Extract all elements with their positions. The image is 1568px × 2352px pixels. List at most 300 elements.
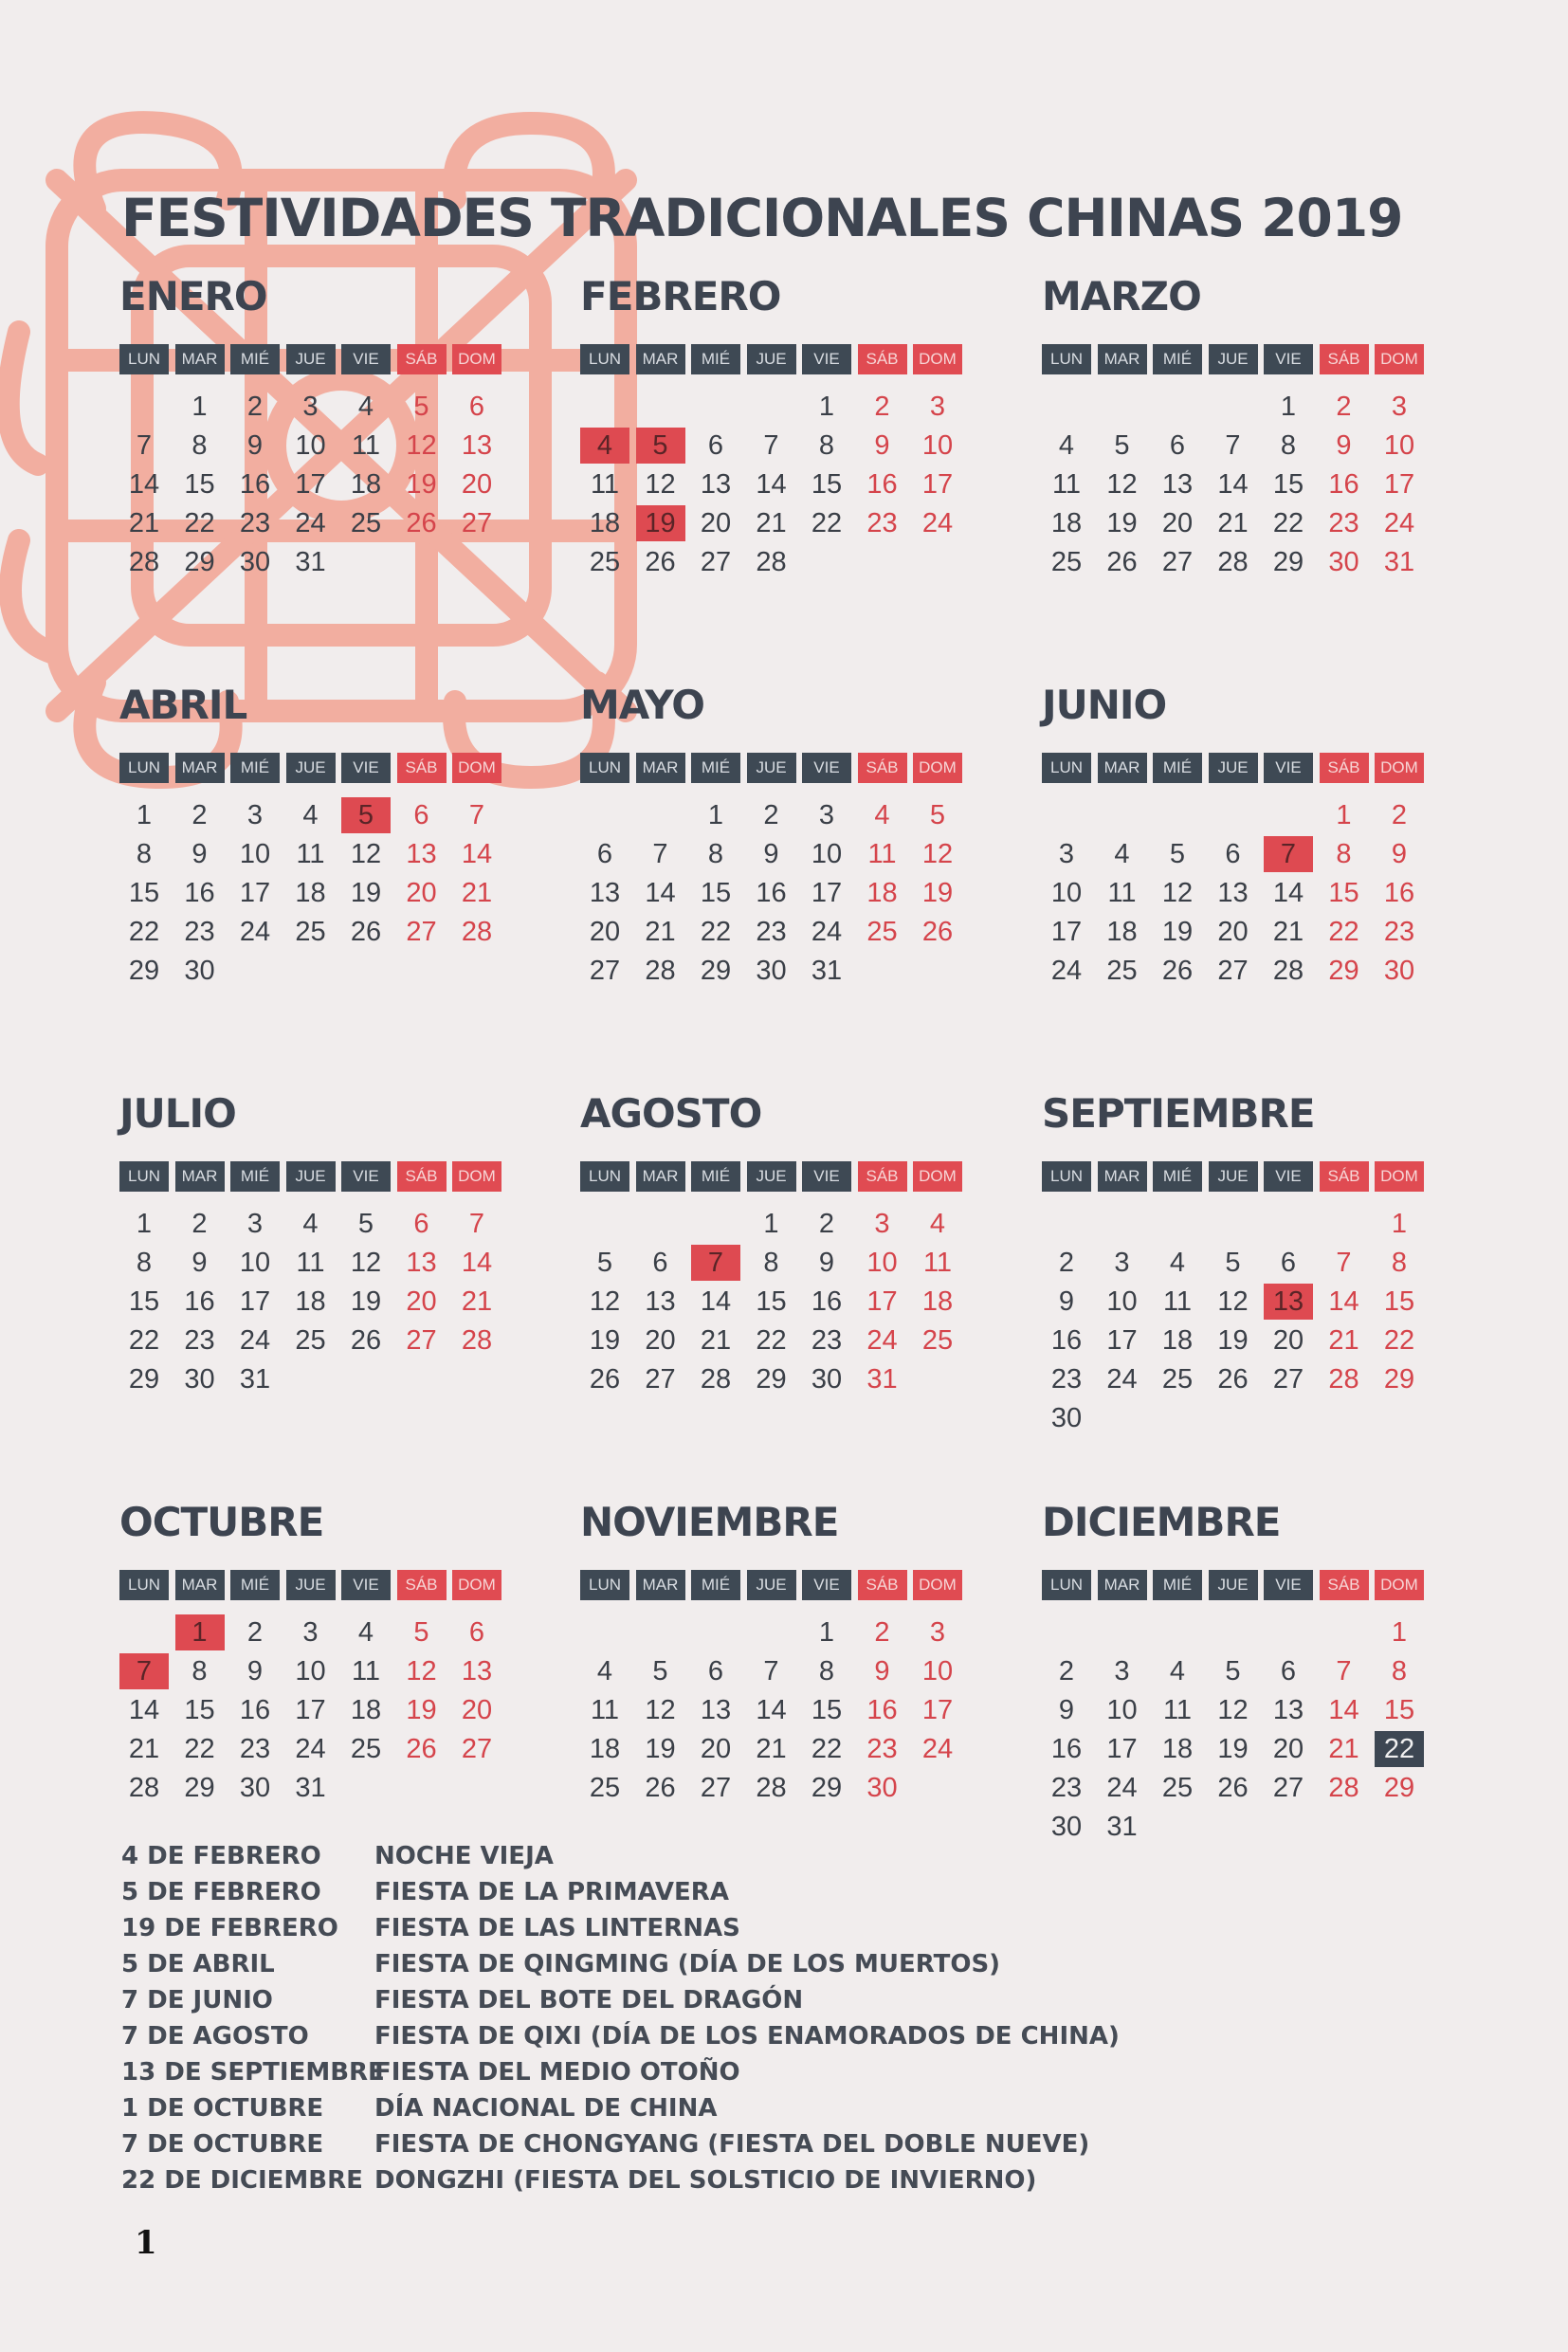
month-octubre (119, 1499, 518, 1863)
day-cell: 16 (811, 1286, 843, 1317)
day-cell: 12 (350, 839, 382, 869)
weekday-sab: SÁB (1320, 753, 1369, 783)
day-cell: 12 (350, 1248, 382, 1278)
day-cell: 23 (866, 508, 898, 538)
day-cell: 13 (406, 839, 437, 869)
weekday-sab: SÁB (858, 344, 907, 374)
day-cell: 9 (246, 430, 264, 461)
weekday-sab: SÁB (397, 344, 447, 374)
day-cell: 5 (1169, 839, 1186, 869)
day-cell: 12 (921, 839, 954, 869)
day-cell: 29 (700, 956, 732, 986)
day-cell: 31 (295, 547, 326, 577)
day-cell: 18 (295, 878, 326, 908)
day-cell: 11 (351, 430, 381, 461)
day-cell: 28 (756, 1773, 787, 1803)
day-cell: 16 (866, 469, 898, 500)
weekday-mar: MAR (1098, 344, 1147, 374)
day-cell: 5 (929, 800, 946, 830)
day-cell: 30 (239, 547, 271, 577)
day-cell: 10 (1106, 1695, 1138, 1725)
weekday-mie: MIÉ (230, 1161, 280, 1192)
weekday-mie: MIÉ (230, 1570, 280, 1600)
day-cell: 15 (811, 1695, 843, 1725)
day-cell: 14 (1217, 469, 1249, 500)
weekday-lun: LUN (119, 753, 169, 783)
weekday-jue: JUE (1209, 1161, 1258, 1192)
day-cell: 4 (302, 800, 319, 830)
day-cell: 28 (1217, 547, 1249, 577)
day-cell: 21 (756, 1734, 787, 1764)
day-cell: 24 (1383, 508, 1415, 538)
day-cell: 25 (350, 1734, 382, 1764)
month-name: ENERO (119, 273, 267, 319)
day-cell: 28 (700, 1364, 732, 1395)
day-cell: 31 (811, 956, 843, 986)
weekday-mar: MAR (636, 753, 685, 783)
legend-date: 7 DE OCTUBRE (121, 2130, 324, 2159)
day-cell: 18 (350, 1695, 382, 1725)
day-cell: 16 (1328, 469, 1359, 500)
day-cell: 1 (818, 392, 835, 422)
day-cell: 7 (468, 1209, 485, 1239)
day-cell: 4 (929, 1209, 946, 1239)
day-grid (1042, 797, 1440, 1044)
day-cell: 25 (1050, 547, 1083, 577)
day-cell: 13 (461, 430, 493, 461)
day-cell: 4 (357, 392, 374, 422)
weekday-jue: JUE (1209, 1570, 1258, 1600)
day-cell: 22 (128, 1325, 160, 1356)
day-cell: 28 (128, 547, 160, 577)
legend-date: 7 DE JUNIO (121, 1986, 273, 2015)
day-cell: 6 (1169, 430, 1186, 461)
day-cell: 31 (866, 1364, 898, 1395)
day-cell: 9 (246, 1656, 264, 1687)
day-cell: 26 (406, 508, 437, 538)
day-cell: 14 (700, 1286, 732, 1317)
day-cell: 11 (867, 839, 897, 869)
day-cell: 17 (295, 1695, 326, 1725)
weekday-lun: LUN (1042, 1570, 1091, 1600)
day-cell: 31 (295, 1773, 326, 1803)
day-cell: 1 (1391, 1209, 1408, 1239)
day-cell: 3 (1114, 1248, 1130, 1278)
day-cell: 8 (136, 1248, 153, 1278)
day-cell: 6 (707, 430, 724, 461)
day-cell: 12 (1106, 469, 1138, 500)
day-cell: 6 (707, 1656, 724, 1687)
day-cell: 16 (1050, 1734, 1083, 1764)
day-grid (119, 389, 518, 635)
day-cell: 28 (461, 917, 493, 947)
day-cell: 2 (246, 1617, 264, 1648)
day-cell: 29 (128, 956, 160, 986)
day-cell: 2 (1058, 1248, 1075, 1278)
day-cell: 22 (811, 508, 843, 538)
day-cell: 14 (645, 878, 676, 908)
weekday-lun: LUN (119, 344, 169, 374)
day-cell: 5 (596, 1248, 613, 1278)
holiday-day-cell: 1 (175, 1614, 225, 1650)
day-cell: 19 (406, 1695, 437, 1725)
day-cell: 2 (1336, 392, 1352, 422)
day-cell: 2 (246, 392, 264, 422)
weekday-dom: DOM (1375, 753, 1424, 783)
weekday-header (1042, 344, 1434, 374)
day-cell: 27 (1272, 1773, 1304, 1803)
weekday-vie: VIE (802, 1570, 851, 1600)
day-cell: 7 (136, 430, 153, 461)
day-cell: 20 (1161, 508, 1194, 538)
day-cell: 3 (1391, 392, 1408, 422)
weekday-header (119, 1161, 512, 1192)
weekday-dom: DOM (1375, 344, 1424, 374)
day-cell: 6 (1225, 839, 1241, 869)
day-cell: 8 (191, 430, 208, 461)
day-cell: 11 (296, 839, 325, 869)
day-cell: 14 (1328, 1286, 1359, 1317)
day-cell: 2 (1058, 1656, 1075, 1687)
day-cell: 27 (1272, 1364, 1304, 1395)
day-grid (1042, 389, 1440, 635)
day-cell: 4 (357, 1617, 374, 1648)
page-number: 1 (135, 2224, 157, 2262)
day-cell: 10 (1106, 1286, 1138, 1317)
day-cell: 8 (1280, 430, 1297, 461)
legend-row (121, 2022, 1164, 2058)
day-cell: 20 (1272, 1325, 1304, 1356)
day-cell: 3 (1114, 1656, 1130, 1687)
holiday-legend (121, 1842, 1164, 2202)
day-cell: 18 (1161, 1734, 1194, 1764)
day-cell: 12 (645, 1695, 676, 1725)
legend-date: 5 DE FEBRERO (121, 1878, 321, 1906)
day-grid (1042, 1614, 1440, 1861)
day-cell: 23 (184, 917, 215, 947)
day-cell: 14 (128, 469, 160, 500)
day-cell: 11 (1107, 878, 1137, 908)
day-cell: 21 (645, 917, 676, 947)
day-cell: 4 (302, 1209, 319, 1239)
legend-row (121, 1878, 1164, 1914)
day-cell: 9 (763, 839, 779, 869)
day-cell: 3 (246, 800, 264, 830)
day-cell: 8 (1391, 1248, 1408, 1278)
day-cell: 22 (700, 917, 732, 947)
day-cell: 20 (406, 1286, 437, 1317)
day-cell: 14 (756, 469, 787, 500)
day-cell: 8 (818, 430, 835, 461)
page-title: FESTIVIDADES TRADICIONALES CHINAS 2019 (121, 188, 1403, 248)
month-name: MARZO (1042, 273, 1201, 319)
weekday-dom: DOM (1375, 1570, 1424, 1600)
legend-date: 4 DE FEBRERO (121, 1842, 321, 1870)
day-cell: 28 (1328, 1773, 1359, 1803)
weekday-jue: JUE (747, 1570, 796, 1600)
day-cell: 26 (350, 1325, 382, 1356)
day-cell: 10 (239, 839, 271, 869)
day-cell: 17 (921, 1695, 954, 1725)
day-cell: 27 (406, 1325, 437, 1356)
day-cell: 18 (1161, 1325, 1194, 1356)
day-cell: 18 (1050, 508, 1083, 538)
weekday-vie: VIE (1264, 1161, 1313, 1192)
day-cell: 19 (921, 878, 954, 908)
weekday-header (1042, 1161, 1434, 1192)
weekday-mie: MIÉ (230, 753, 280, 783)
day-cell: 5 (652, 1656, 668, 1687)
day-cell: 10 (239, 1248, 271, 1278)
weekday-sab: SÁB (397, 753, 447, 783)
weekday-jue: JUE (286, 753, 336, 783)
weekday-lun: LUN (580, 344, 629, 374)
day-grid (580, 1614, 978, 1861)
month-name: JULIO (119, 1090, 236, 1137)
day-cell: 18 (589, 508, 621, 538)
day-cell: 26 (645, 547, 676, 577)
weekday-lun: LUN (580, 1161, 629, 1192)
day-cell: 9 (874, 430, 890, 461)
day-cell: 13 (1272, 1695, 1304, 1725)
weekday-lun: LUN (119, 1161, 169, 1192)
day-cell: 15 (184, 1695, 215, 1725)
day-grid (580, 797, 978, 1044)
day-cell: 13 (700, 1695, 732, 1725)
day-cell: 28 (461, 1325, 493, 1356)
weekday-vie: VIE (802, 753, 851, 783)
day-cell: 23 (811, 1325, 843, 1356)
day-cell: 28 (128, 1773, 160, 1803)
weekday-mie: MIÉ (691, 344, 740, 374)
day-cell: 27 (1161, 547, 1194, 577)
day-cell: 8 (763, 1248, 779, 1278)
weekday-dom: DOM (913, 1570, 962, 1600)
day-cell: 14 (128, 1695, 160, 1725)
day-grid (119, 1206, 518, 1452)
day-cell: 25 (921, 1325, 954, 1356)
day-cell: 8 (136, 839, 153, 869)
day-cell: 18 (589, 1734, 621, 1764)
legend-holiday-name: FIESTA DE LAS LINTERNAS (374, 1914, 740, 1942)
day-cell: 4 (874, 800, 890, 830)
weekday-dom: DOM (1375, 1161, 1424, 1192)
day-cell: 19 (1106, 508, 1138, 538)
day-cell: 3 (302, 1617, 319, 1648)
day-cell: 7 (1225, 430, 1241, 461)
legend-holiday-name: FIESTA DE QINGMING (DÍA DE LOS MUERTOS) (374, 1950, 1001, 1978)
month-noviembre (580, 1499, 978, 1863)
day-cell: 17 (239, 878, 271, 908)
day-cell: 21 (700, 1325, 732, 1356)
day-cell: 10 (295, 430, 326, 461)
day-cell: 17 (811, 878, 843, 908)
day-cell: 18 (1106, 917, 1138, 947)
day-cell: 4 (1114, 839, 1130, 869)
day-cell: 24 (866, 1325, 898, 1356)
weekday-lun: LUN (1042, 753, 1091, 783)
weekday-jue: JUE (1209, 344, 1258, 374)
month-name: OCTUBRE (119, 1499, 324, 1545)
legend-holiday-name: FIESTA DEL MEDIO OTOÑO (374, 2058, 740, 2087)
weekday-jue: JUE (747, 1161, 796, 1192)
day-cell: 1 (818, 1617, 835, 1648)
legend-row (121, 2058, 1164, 2094)
day-cell: 30 (811, 1364, 843, 1395)
weekday-jue: JUE (1209, 753, 1258, 783)
day-cell: 19 (645, 1734, 676, 1764)
day-cell: 15 (128, 1286, 160, 1317)
weekday-mie: MIÉ (691, 753, 740, 783)
weekday-sab: SÁB (397, 1161, 447, 1192)
weekday-lun: LUN (119, 1570, 169, 1600)
day-cell: 6 (413, 1209, 429, 1239)
month-septiembre (1042, 1090, 1440, 1454)
day-cell: 29 (184, 1773, 215, 1803)
day-cell: 14 (1328, 1695, 1359, 1725)
day-cell: 24 (295, 1734, 326, 1764)
weekday-mar: MAR (1098, 1570, 1147, 1600)
day-cell: 26 (589, 1364, 621, 1395)
day-cell: 25 (589, 547, 621, 577)
day-cell: 7 (763, 1656, 779, 1687)
day-grid (580, 389, 978, 635)
month-febrero (580, 273, 978, 637)
day-cell: 12 (589, 1286, 621, 1317)
day-cell: 25 (350, 508, 382, 538)
day-cell: 30 (239, 1773, 271, 1803)
day-cell: 30 (866, 1773, 898, 1803)
weekday-jue: JUE (286, 1570, 336, 1600)
day-cell: 14 (756, 1695, 787, 1725)
day-cell: 27 (461, 1734, 493, 1764)
day-cell: 16 (1383, 878, 1415, 908)
day-cell: 21 (1272, 917, 1304, 947)
day-cell: 22 (128, 917, 160, 947)
day-cell: 11 (590, 469, 620, 500)
day-cell: 5 (1225, 1656, 1241, 1687)
day-cell: 24 (921, 508, 954, 538)
month-name: MAYO (580, 682, 704, 728)
month-agosto (580, 1090, 978, 1454)
legend-holiday-name: FIESTA DEL BOTE DEL DRAGÓN (374, 1986, 804, 2015)
day-cell: 11 (1162, 1286, 1193, 1317)
day-cell: 15 (811, 469, 843, 500)
day-grid (119, 1614, 518, 1861)
holiday-day-cell: 7 (119, 1653, 169, 1689)
day-cell: 22 (184, 508, 215, 538)
weekday-vie: VIE (341, 1570, 391, 1600)
day-cell: 25 (295, 917, 326, 947)
day-grid (1042, 1206, 1440, 1452)
day-cell: 3 (929, 1617, 946, 1648)
day-cell: 7 (763, 430, 779, 461)
day-cell: 18 (350, 469, 382, 500)
day-cell: 10 (1383, 430, 1415, 461)
weekday-header (580, 1161, 973, 1192)
day-cell: 24 (1050, 956, 1083, 986)
day-cell: 23 (1050, 1773, 1083, 1803)
day-cell: 18 (921, 1286, 954, 1317)
day-cell: 26 (1161, 956, 1194, 986)
day-cell: 27 (700, 547, 732, 577)
day-cell: 17 (1106, 1734, 1138, 1764)
weekday-dom: DOM (452, 344, 501, 374)
day-cell: 1 (136, 800, 153, 830)
day-cell: 10 (295, 1656, 326, 1687)
day-cell: 8 (1336, 839, 1352, 869)
weekday-vie: VIE (341, 344, 391, 374)
day-cell: 24 (239, 1325, 271, 1356)
holiday-day-cell: 19 (636, 505, 685, 541)
day-cell: 14 (461, 839, 493, 869)
day-cell: 10 (921, 430, 954, 461)
day-cell: 21 (128, 1734, 160, 1764)
day-cell: 28 (645, 956, 676, 986)
day-cell: 9 (1336, 430, 1352, 461)
day-cell: 21 (461, 878, 493, 908)
day-cell: 7 (1336, 1248, 1352, 1278)
month-diciembre (1042, 1499, 1440, 1863)
weekday-vie: VIE (1264, 1570, 1313, 1600)
weekday-vie: VIE (1264, 344, 1313, 374)
day-cell: 13 (1217, 878, 1249, 908)
weekday-sab: SÁB (1320, 1570, 1369, 1600)
weekday-jue: JUE (286, 344, 336, 374)
day-cell: 4 (1169, 1248, 1186, 1278)
day-cell: 22 (1383, 1325, 1415, 1356)
day-cell: 21 (1328, 1734, 1359, 1764)
day-cell: 11 (1162, 1695, 1193, 1725)
day-cell: 6 (596, 839, 613, 869)
day-cell: 19 (589, 1325, 621, 1356)
day-cell: 22 (1272, 508, 1304, 538)
day-cell: 19 (350, 1286, 382, 1317)
day-cell: 3 (874, 1209, 890, 1239)
day-cell: 2 (874, 1617, 890, 1648)
day-cell: 1 (1391, 1617, 1408, 1648)
day-cell: 3 (302, 392, 319, 422)
day-cell: 12 (645, 469, 676, 500)
legend-holiday-name: FIESTA DE CHONGYANG (FIESTA DEL DOBLE NUEVE) (374, 2130, 1090, 2159)
day-cell: 24 (1106, 1773, 1138, 1803)
day-cell: 29 (1272, 547, 1304, 577)
legend-date: 7 DE AGOSTO (121, 2022, 309, 2051)
day-cell: 5 (1114, 430, 1130, 461)
weekday-mar: MAR (175, 753, 225, 783)
day-cell: 1 (136, 1209, 153, 1239)
day-cell: 6 (468, 392, 485, 422)
weekday-sab: SÁB (858, 1570, 907, 1600)
day-cell: 7 (1336, 1656, 1352, 1687)
day-cell: 3 (1058, 839, 1075, 869)
month-enero (119, 273, 518, 637)
weekday-lun: LUN (1042, 344, 1091, 374)
day-cell: 9 (818, 1248, 835, 1278)
weekday-sab: SÁB (858, 753, 907, 783)
day-cell: 12 (1217, 1286, 1249, 1317)
weekday-sab: SÁB (397, 1570, 447, 1600)
day-cell: 20 (1217, 917, 1249, 947)
day-cell: 30 (184, 1364, 215, 1395)
weekday-mie: MIÉ (691, 1570, 740, 1600)
weekday-vie: VIE (341, 753, 391, 783)
legend-row (121, 1986, 1164, 2022)
day-cell: 12 (1217, 1695, 1249, 1725)
day-cell: 24 (295, 508, 326, 538)
legend-date: 13 DE SEPTIEMBRE (121, 2058, 385, 2087)
day-cell: 21 (1328, 1325, 1359, 1356)
